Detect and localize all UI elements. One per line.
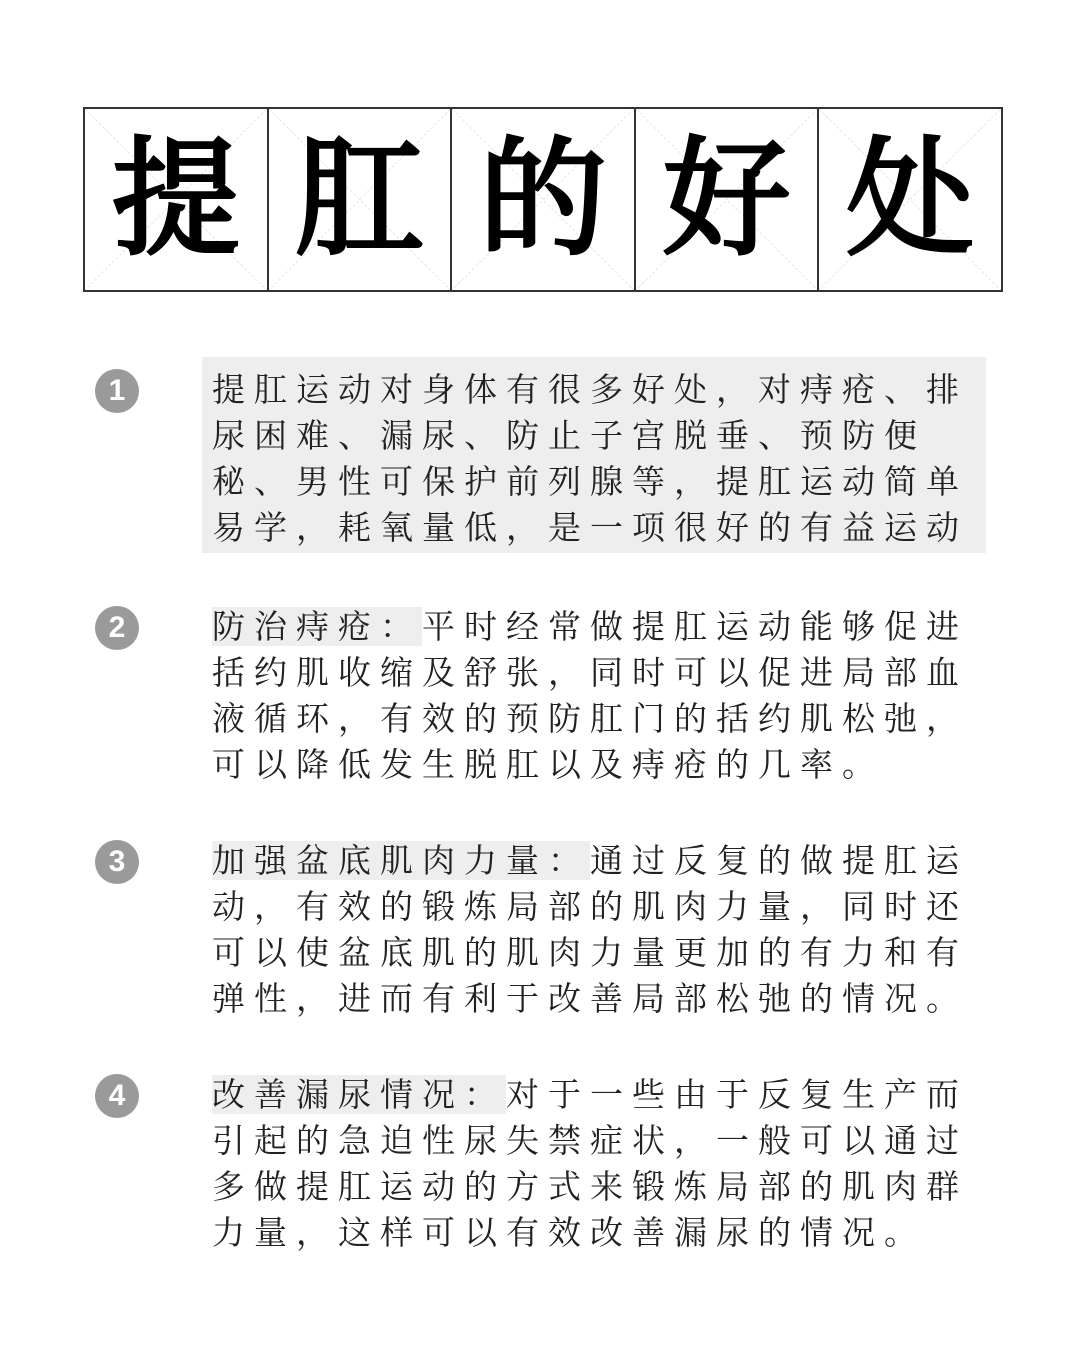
title-char: 的 [478,124,607,274]
title-grid [83,107,1003,292]
section-heading: 改善漏尿情况： [212,1075,506,1114]
title-cell [819,109,1001,290]
section-body: 平时经常做提肛运动能够促进括约肌收缩及舒张，同时可以促进局部血液循环，有效的预防肛门的括约肌松弛，可以降低发生脱肛以及痔疮的几率。 [212,607,968,784]
section-body: 对于一些由于反复生产而引起的急迫性尿失禁症状，一般可以通过多做提肛运动的方式来锻炼局部的肌肉群力量，这样可以有效改善漏尿的情况。 [212,1075,968,1252]
title-cell [85,109,269,290]
section-text [212,367,982,551]
number-badge: 2 [95,606,139,650]
title-char: 处 [846,124,975,274]
section-body: 通过反复的做提肛运动，有效的锻炼局部的肌肉力量，同时还可以使盆底肌的肌肉力量更加的有力和有弹性，进而有利于改善局部松弛的情况。 [212,841,968,1018]
title-char: 肛 [295,124,424,274]
number-badge: 3 [95,840,139,884]
title-cell [452,109,636,290]
section-text [212,1072,982,1256]
section-text [212,604,982,788]
number-badge: 4 [95,1074,139,1118]
section-text [212,838,982,1022]
title-cell [636,109,820,290]
title-char: 提 [111,124,240,274]
section-heading: 加强盆底肌肉力量： [212,841,590,880]
number-badge: 1 [95,369,139,413]
title-cell [269,109,453,290]
section-heading: 防治痔疮： [212,607,422,646]
section-body: 提肛运动对身体有很多好处，对痔疮、排尿困难、漏尿、防止子宫脱垂、预防便秘、男性可保护前列腺等，提肛运动简单易学，耗氧量低，是一项很好的有益运动 [212,370,968,547]
title-char: 好 [662,124,791,274]
